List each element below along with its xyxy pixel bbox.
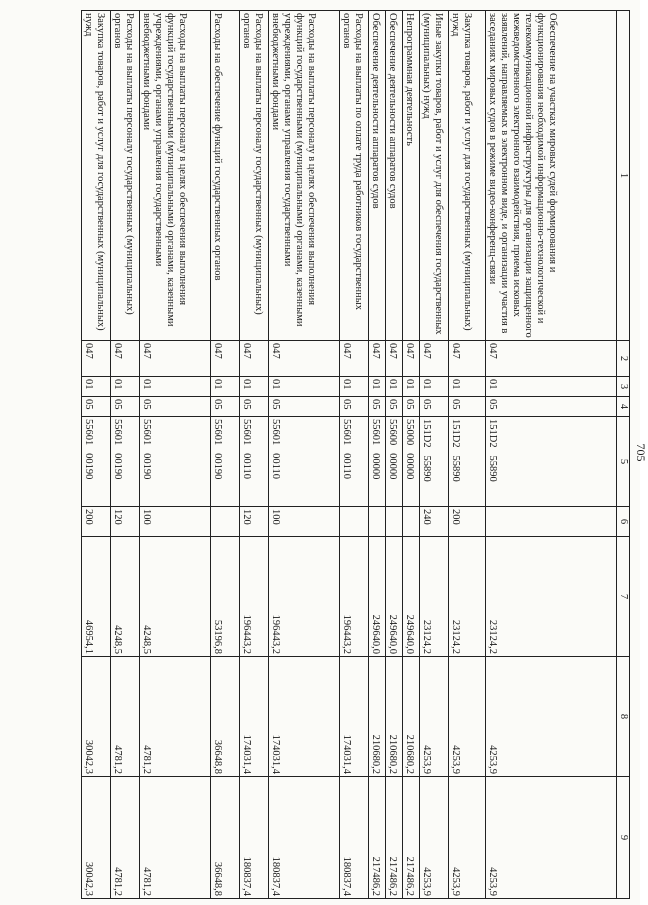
header-cell: 2 — [617, 341, 630, 377]
subsection-code: 05 — [386, 397, 403, 417]
subsection-code: 05 — [420, 397, 449, 417]
row-name: Непрограммная деятельность — [403, 11, 420, 341]
row-name: Обеспечение на участках мировых судей формирования и функционирования необходимой информационно-технологической и телекоммуникационной инфраструктуры для организации защищенного межведомственного электронного взаимодействия, приема исковых заявлений, направляемых в электронном виде, и организации участия в заседаниях мировых судов в режиме видео-конференц-связи — [486, 11, 617, 341]
amount-col9: 4253,9 — [486, 777, 617, 899]
row-name: Обеспечение деятельности аппаратов судов — [369, 11, 386, 341]
section-code: 01 — [420, 377, 449, 397]
table-row — [403, 11, 420, 899]
subsection-code: 05 — [369, 397, 386, 417]
subsection-code: 05 — [340, 397, 369, 417]
section-code: 01 — [269, 377, 340, 397]
section-code: 01 — [386, 377, 403, 397]
header-cell: 3 — [617, 377, 630, 397]
admin-code: 047 — [486, 341, 617, 377]
target-article-part2: 00190 — [141, 453, 152, 480]
table-row — [420, 11, 449, 899]
expense-type: 240 — [420, 507, 449, 537]
amount-col9: 36648,8 — [211, 777, 240, 899]
target-article-part2: 00190 — [83, 453, 94, 480]
target-article — [269, 417, 340, 507]
admin-code: 047 — [269, 341, 340, 377]
amount-col9: 4253,9 — [420, 777, 449, 899]
amount-col8: 4253,9 — [449, 657, 486, 777]
target-article — [82, 417, 111, 507]
target-article-part1: 55601 — [212, 419, 223, 446]
budget-table — [81, 10, 630, 899]
table-row — [486, 11, 617, 899]
table-row — [111, 11, 140, 899]
admin-code: 047 — [369, 341, 386, 377]
amount-col7: 23124,2 — [486, 537, 617, 657]
amount-col7: 4248,5 — [140, 537, 211, 657]
amount-col9: 180837,4 — [269, 777, 340, 899]
amount-col7: 23124,2 — [449, 537, 486, 657]
target-article-part1: 55601 — [270, 419, 281, 446]
amount-col8: 210680,2 — [369, 657, 386, 777]
admin-code: 047 — [340, 341, 369, 377]
amount-col9: 4253,9 — [449, 777, 486, 899]
target-article-part1: 151D2 — [487, 419, 498, 448]
section-code: 01 — [340, 377, 369, 397]
target-article-part2: 00000 — [404, 453, 415, 480]
expense-type — [340, 507, 369, 537]
row-name: Расходы на выплаты персоналу в целях обеспечения выполнения функций государственными (муниципальными) органами, казенными учреждениями, органами управления государственными внебюджетными фондами — [269, 11, 340, 341]
amount-col8: 30042,3 — [82, 657, 111, 777]
subsection-code: 05 — [240, 397, 269, 417]
row-name: Расходы на выплаты по оплате труда работников государственных органов — [340, 11, 369, 341]
header-row — [617, 11, 630, 899]
header-cell: 4 — [617, 397, 630, 417]
expense-type: 100 — [269, 507, 340, 537]
target-article-part1: 55601 — [141, 419, 152, 446]
target-article-part1: 151D2 — [421, 419, 432, 448]
amount-col7: 196443,2 — [340, 537, 369, 657]
target-article — [240, 417, 269, 507]
target-article-part2: 55890 — [450, 455, 461, 482]
target-article-part1: 55000 — [404, 419, 415, 446]
section-code: 01 — [449, 377, 486, 397]
target-article-part2: 00110 — [241, 453, 252, 479]
table-row — [386, 11, 403, 899]
page-number: 705 — [634, 443, 648, 462]
target-article — [111, 417, 140, 507]
admin-code: 047 — [420, 341, 449, 377]
row-name: Расходы на выплаты персоналу государственных (муниципальных) органов — [240, 11, 269, 341]
target-article-part2: 00000 — [370, 453, 381, 480]
table-row — [140, 11, 211, 899]
subsection-code: 05 — [449, 397, 486, 417]
target-article — [140, 417, 211, 507]
amount-col8: 4781,2 — [111, 657, 140, 777]
amount-col7: 196443,2 — [269, 537, 340, 657]
amount-col8: 36648,8 — [211, 657, 240, 777]
amount-col7: 196443,2 — [240, 537, 269, 657]
row-name: Расходы на обеспечение функций государственных органов — [211, 11, 240, 341]
target-article — [340, 417, 369, 507]
admin-code: 047 — [403, 341, 420, 377]
amount-col7: 4248,5 — [111, 537, 140, 657]
target-article-part2: 00000 — [387, 453, 398, 480]
amount-col9: 217486,2 — [403, 777, 420, 899]
subsection-code: 05 — [269, 397, 340, 417]
amount-col9: 180837,4 — [240, 777, 269, 899]
expense-type — [369, 507, 386, 537]
amount-col8: 4781,2 — [140, 657, 211, 777]
amount-col9: 4781,2 — [111, 777, 140, 899]
header-cell: 7 — [617, 537, 630, 657]
target-article — [369, 417, 386, 507]
table-row — [211, 11, 240, 899]
subsection-code: 05 — [140, 397, 211, 417]
expense-type: 120 — [111, 507, 140, 537]
table-row — [449, 11, 486, 899]
target-article-part1: 55601 — [83, 419, 94, 446]
amount-col9: 30042,3 — [82, 777, 111, 899]
admin-code: 047 — [111, 341, 140, 377]
amount-col9: 217486,2 — [386, 777, 403, 899]
expense-type — [386, 507, 403, 537]
row-name: Закупка товаров, работ и услуг для государственных (муниципальных) нужд — [82, 11, 111, 341]
section-code: 01 — [140, 377, 211, 397]
expense-type: 120 — [240, 507, 269, 537]
admin-code: 047 — [386, 341, 403, 377]
amount-col7: 23124,2 — [420, 537, 449, 657]
header-cell: 8 — [617, 657, 630, 777]
target-article — [386, 417, 403, 507]
expense-type: 100 — [140, 507, 211, 537]
target-article-part2: 55890 — [487, 455, 498, 482]
row-name: Расходы на выплаты персоналу государственных (муниципальных) органов — [111, 11, 140, 341]
table-row — [340, 11, 369, 899]
row-name: Расходы на выплаты персоналу в целях обеспечения выполнения функций государственными (муниципальными) органами, казенными учреждениями, органами управления государственными внебюджетными фондами — [140, 11, 211, 341]
admin-code: 047 — [211, 341, 240, 377]
subsection-code: 05 — [486, 397, 617, 417]
target-article-part1: 55600 — [387, 419, 398, 446]
amount-col7: 249640,0 — [403, 537, 420, 657]
section-code: 01 — [111, 377, 140, 397]
target-article-part2: 00110 — [341, 453, 352, 479]
amount-col9: 4781,2 — [140, 777, 211, 899]
amount-col8: 4253,9 — [486, 657, 617, 777]
amount-col8: 210680,2 — [386, 657, 403, 777]
target-article-part1: 55601 — [370, 419, 381, 446]
amount-col7: 249640,0 — [386, 537, 403, 657]
expense-type — [403, 507, 420, 537]
expense-type: 200 — [82, 507, 111, 537]
target-article-part2: 00190 — [212, 453, 223, 480]
table-row — [369, 11, 386, 899]
target-article — [486, 417, 617, 507]
row-name: Иные закупки товаров, работ и услуг для обеспечения государственных (муниципальных) нужд — [420, 11, 449, 341]
header-cell: 1 — [617, 11, 630, 341]
table-row — [82, 11, 111, 899]
admin-code: 047 — [82, 341, 111, 377]
section-code: 01 — [369, 377, 386, 397]
section-code: 01 — [486, 377, 617, 397]
subsection-code: 05 — [82, 397, 111, 417]
subsection-code: 05 — [111, 397, 140, 417]
amount-col9: 180837,4 — [340, 777, 369, 899]
amount-col8: 174031,4 — [240, 657, 269, 777]
subsection-code: 05 — [211, 397, 240, 417]
target-article-part1: 55601 — [112, 419, 123, 446]
row-name: Обеспечение деятельности аппаратов судов — [386, 11, 403, 341]
table-row — [269, 11, 340, 899]
expense-type — [486, 507, 617, 537]
row-name: Закупка товаров, работ и услуг для государственных (муниципальных) нужд — [449, 11, 486, 341]
expense-type — [211, 507, 240, 537]
target-article — [420, 417, 449, 507]
target-article-part2: 00110 — [270, 453, 281, 479]
amount-col7: 53196,8 — [211, 537, 240, 657]
section-code: 01 — [82, 377, 111, 397]
target-article — [449, 417, 486, 507]
section-code: 01 — [240, 377, 269, 397]
target-article — [211, 417, 240, 507]
amount-col9: 217486,2 — [369, 777, 386, 899]
admin-code: 047 — [449, 341, 486, 377]
amount-col8: 174031,4 — [340, 657, 369, 777]
amount-col7: 249640,0 — [369, 537, 386, 657]
target-article-part1: 151D2 — [450, 419, 461, 448]
section-code: 01 — [403, 377, 420, 397]
amount-col7: 46954,1 — [82, 537, 111, 657]
header-cell: 9 — [617, 777, 630, 899]
target-article-part1: 55601 — [241, 419, 252, 446]
amount-col8: 174031,4 — [269, 657, 340, 777]
section-code: 01 — [211, 377, 240, 397]
expense-type: 200 — [449, 507, 486, 537]
amount-col8: 210680,2 — [403, 657, 420, 777]
admin-code: 047 — [140, 341, 211, 377]
target-article — [403, 417, 420, 507]
header-cell: 6 — [617, 507, 630, 537]
amount-col8: 4253,9 — [420, 657, 449, 777]
subsection-code: 05 — [403, 397, 420, 417]
target-article-part2: 00190 — [112, 453, 123, 480]
target-article-part1: 55601 — [341, 419, 352, 446]
admin-code: 047 — [240, 341, 269, 377]
table-row — [240, 11, 269, 899]
header-cell: 5 — [617, 417, 630, 507]
target-article-part2: 55890 — [421, 455, 432, 482]
